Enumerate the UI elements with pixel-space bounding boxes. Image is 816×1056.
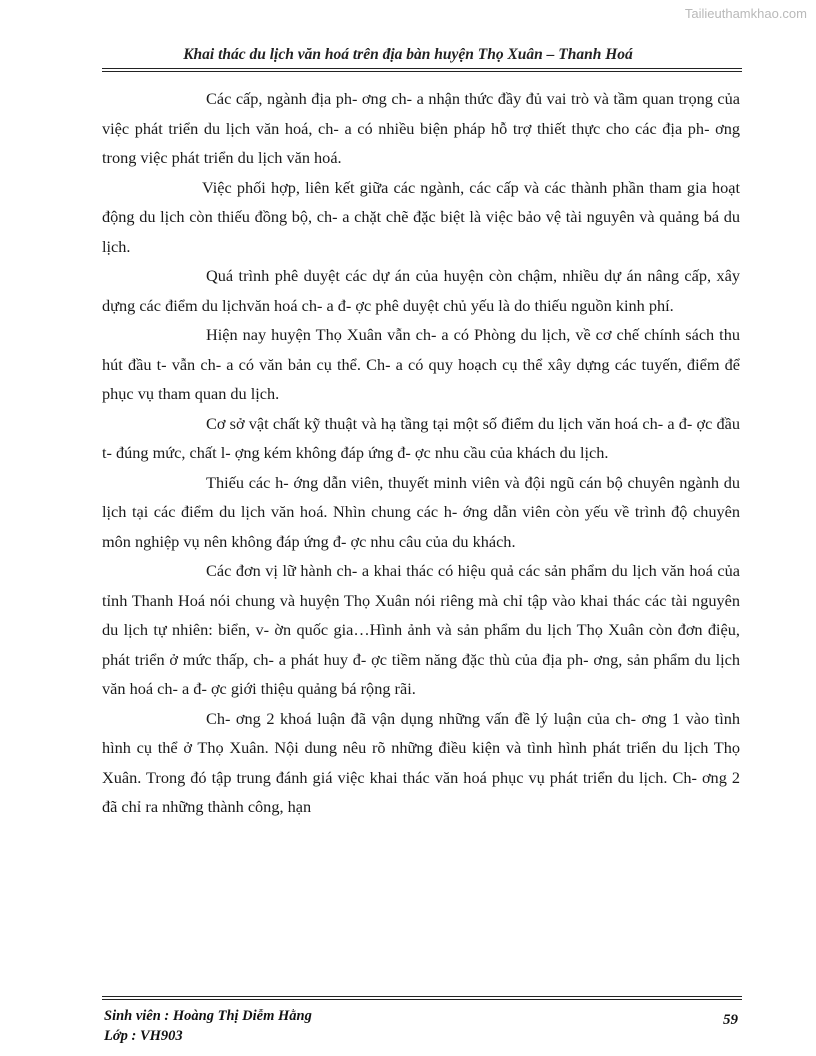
footer-divider bbox=[102, 996, 742, 997]
paragraph: Các đơn vị lữ hành ch- a khai thác có hiệu quả các sản phẩm du lịch văn hoá của tỉnh Thanh Hoá nói chung và huyện Thọ Xuân nói riêng mà chỉ tập vào khai thác các tài nguyên du lịch tự nhiên: biển, v- ờn quốc gia…Hình ảnh và sản phẩm du lịch Thọ Xuân còn đơn điệu, phát triển ở mức thấp, ch- a phát huy đ- ợc tiềm năng đặc thù của địa ph- ơng, sản phẩm du lịch văn hoá ch- a đ- ợc giới thiệu quảng bá rộng rãi. bbox=[102, 561, 740, 698]
header-divider-second bbox=[102, 71, 742, 72]
footer-author-info bbox=[104, 1006, 312, 1046]
document-body bbox=[102, 84, 740, 822]
paragraph: Cơ sở vật chất kỹ thuật và hạ tầng tại một số điểm du lịch văn hoá ch- a đ- ợc đầu t- đúng mức, chất l- ợng kém không đáp ứng đ- ợc nhu cầu của khách du lịch. bbox=[102, 413, 740, 462]
footer-student: Sinh viên : Hoàng Thị Diễm Hằng bbox=[104, 1008, 312, 1024]
paragraph: Quá trình phê duyệt các dự án của huyện còn chậm, nhiều dự án nâng cấp, xây dựng các điểm du lịchvăn hoá ch- a đ- ợc phê duyệt chủ yếu là do thiếu nguồn kinh phí. bbox=[102, 266, 740, 315]
footer-divider-second bbox=[102, 999, 742, 1000]
paragraph: Ch- ơng 2 khoá luận đã vận dụng những vấn đề lý luận của ch- ơng 1 vào tình hình cụ thể ở Thọ Xuân. Nội dung nêu rõ những điều kiện và tình hình phát triển du lịch Thọ Xuân. Trong đó tập trung đánh giá việc khai thác văn hoá phục vụ phát triển du lịch. Ch- ơng 2 đã chỉ ra những thành công, hạn bbox=[102, 708, 740, 816]
paragraph: Việc phối hợp, liên kết giữa các ngành, các cấp và các thành phần tham gia hoạt động du lịch còn thiếu đồng bộ, ch- a chặt chẽ đặc biệt là việc bảo vệ tài nguyên và quảng bá du lịch. bbox=[102, 177, 740, 256]
paragraph: Thiếu các h- ớng dẫn viên, thuyết minh viên và đội ngũ cán bộ chuyên ngành du lịch tại các điểm du lịch văn hoá. Nhìn chung các h- ớng dẫn viên còn yếu về trình độ chuyên môn nghiệp vụ nên không đáp ứng đ- ợc nhu câu của du khách. bbox=[102, 472, 740, 551]
paragraph: Các cấp, ngành địa ph- ơng ch- a nhận thức đầy đủ vai trò và tầm quan trọng của việc phát triển du lịch văn hoá, ch- a có nhiều biện pháp hỗ trợ thiết thực cho các địa ph- ơng trong việc phát triển du lịch văn hoá. bbox=[102, 89, 740, 167]
header-divider bbox=[102, 68, 742, 69]
page-number: 59 bbox=[723, 1012, 738, 1028]
watermark-text: Tailieuthamkhao.com bbox=[684, 6, 807, 21]
page-header-title: Khai thác du lịch văn hoá trên địa bàn huyện Thọ Xuân – Thanh Hoá bbox=[183, 46, 633, 63]
paragraph: Hiện nay huyện Thọ Xuân vẫn ch- a có Phòng du lịch, về cơ chế chính sách thu hút đầu t- vẫn ch- a có văn bản cụ thể. Ch- a có quy hoạch cụ thể xây dựng các tuyến, điểm để phục vụ tham quan du lịch. bbox=[102, 325, 740, 403]
footer-class: Lớp : VH903 bbox=[104, 1028, 183, 1044]
